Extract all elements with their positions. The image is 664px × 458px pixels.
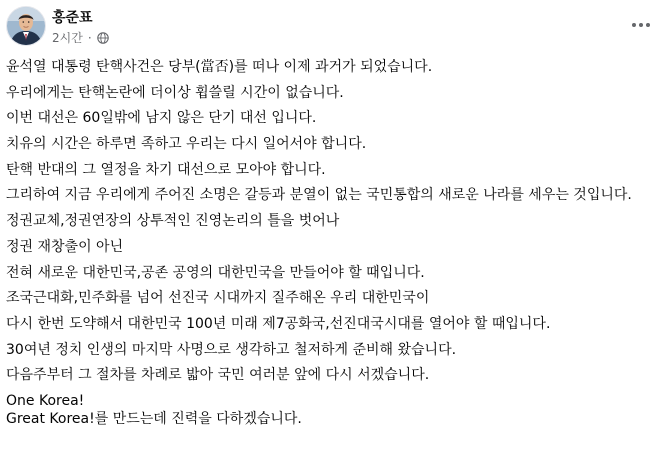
post-paragraph: 윤석열 대통령 탄핵사건은 당부(當否)를 떠나 이제 과거가 되었습니다.	[6, 59, 433, 75]
post-paragraph: 그리하여 지금 우리에게 주어진 소명은 갈등과 분열이 없는 국민통합의 새로운 나라를 세우는 것입니다.	[6, 187, 632, 204]
globe-icon[interactable]	[97, 32, 109, 44]
post-time[interactable]: 2시간	[52, 31, 83, 45]
post-paragraph: 30여년 정치 인생의 마지막 사명으로 생각하고 철저하게 준비해 왔습니다.	[6, 341, 457, 358]
closing-line: Great Korea!를 만드는데 진력을 다하겠습니다.	[6, 410, 302, 427]
post-meta	[52, 29, 109, 46]
post-paragraph: 다음주부터 그 절차를 차례로 밟아 국민 여러분 앞에 다시 서겠습니다.	[6, 367, 430, 384]
author-name[interactable]: 홍준표	[52, 10, 93, 26]
post-paragraph: 정권 재창출이 아닌	[6, 238, 124, 255]
post-body	[6, 58, 656, 428]
post-paragraph: 전혀 새로운 대한민국,공존 공영의 대한민국을 만들어야 할 때입니다.	[6, 264, 425, 281]
avatar-image	[7, 7, 45, 45]
post-closing	[6, 392, 656, 428]
post-paragraph: 우리에게는 탄핵논란에 더이상 휩쓸릴 시간이 없습니다.	[6, 84, 344, 101]
author-avatar[interactable]	[6, 6, 46, 46]
post-paragraph: 조국근대화,민주화를 넘어 선진국 시대까지 질주해온 우리 대한민국이	[6, 290, 430, 307]
more-horizontal-icon	[631, 22, 651, 28]
post-paragraph: 치유의 시간은 하루면 족하고 우리는 다시 일어서야 합니다.	[6, 136, 367, 153]
closing-line: One Korea!	[6, 392, 85, 409]
more-options-button[interactable]	[626, 10, 656, 40]
post-paragraph: 이번 대선은 60일밖에 남지 않은 단기 대선 입니다.	[6, 110, 317, 127]
post-paragraph: 탄핵 반대의 그 열정을 차기 대선으로 모아야 합니다.	[6, 161, 326, 178]
post-paragraph: 정권교체,정권연장의 상투적인 진영논리의 틀을 벗어나	[6, 213, 340, 230]
post-paragraph: 다시 한번 도약해서 대한민국 100년 미래 제7공화국,선진대국시대를 열어야 할 때입니다.	[6, 315, 551, 332]
meta-separator: ·	[87, 30, 92, 45]
post-header	[0, 0, 664, 52]
